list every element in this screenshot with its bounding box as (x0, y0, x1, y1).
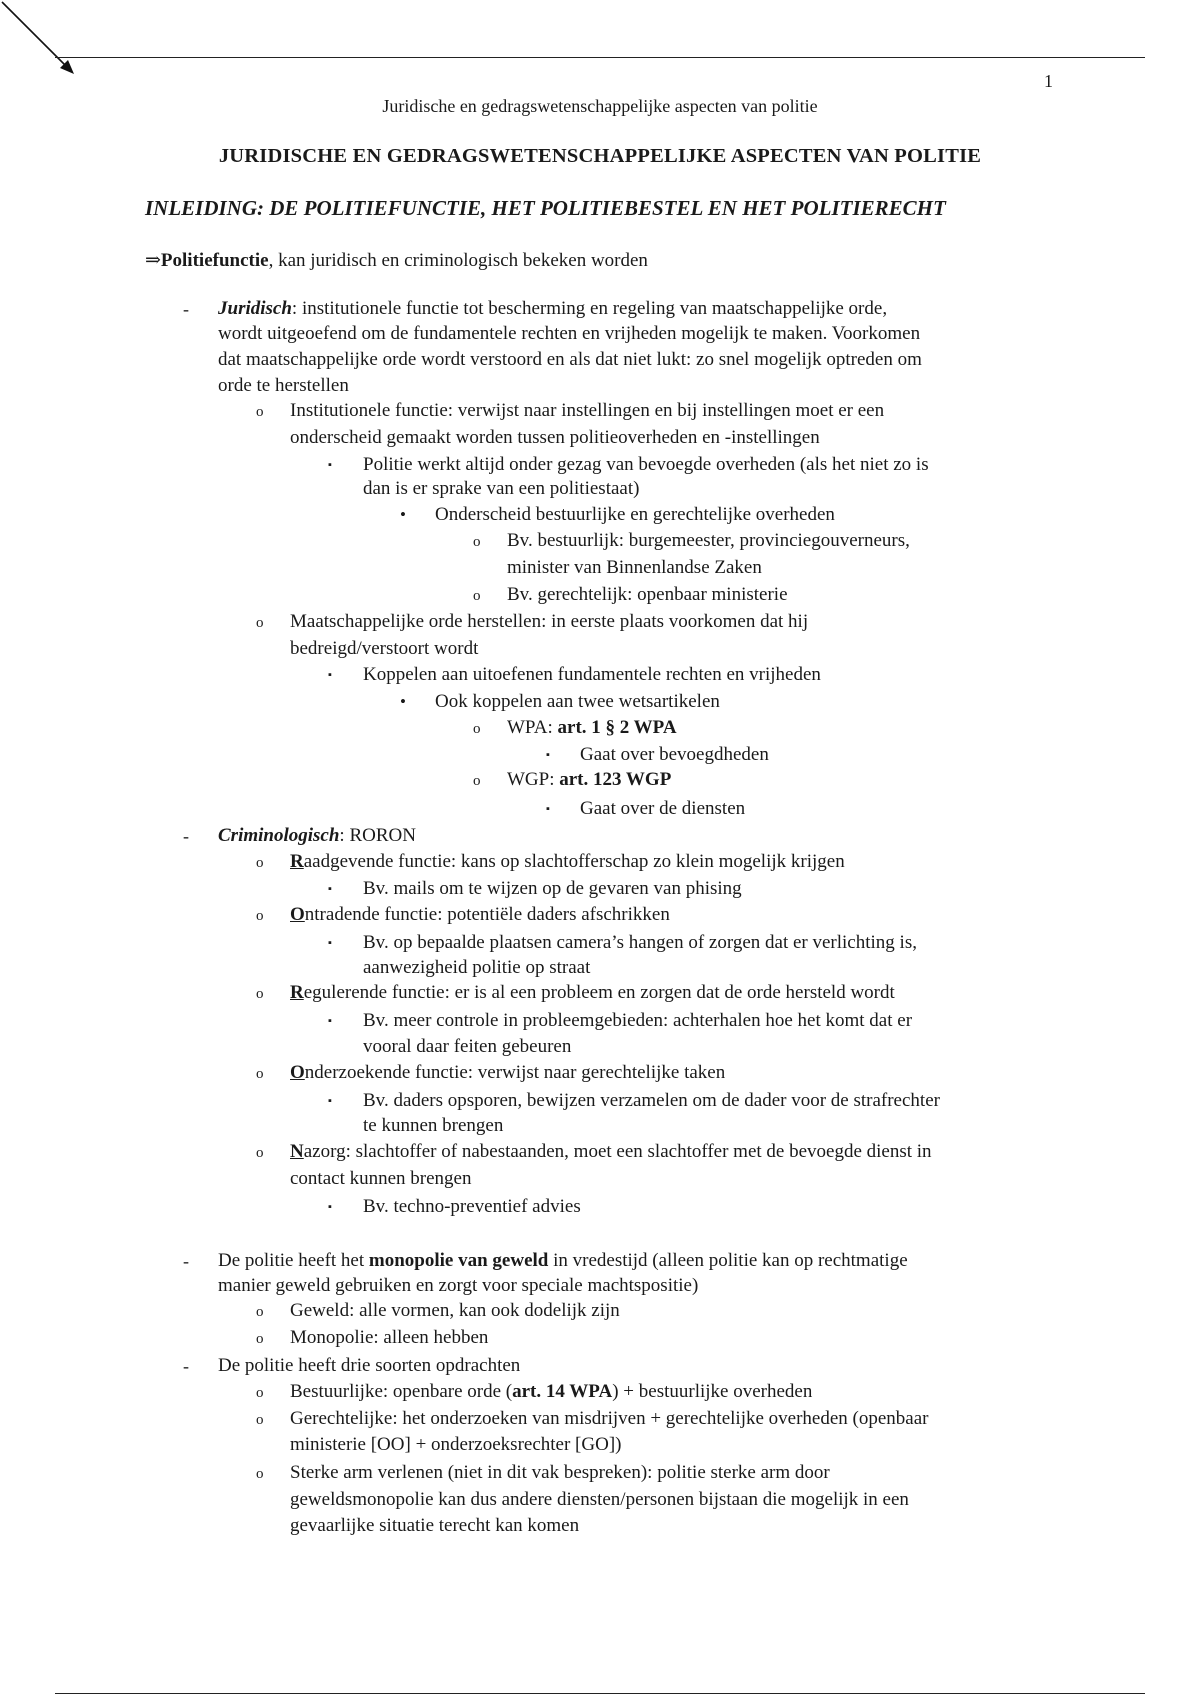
list-item-koppelen: Koppelen aan uitoefenen fundamentele rechten en vrijheden (363, 664, 821, 685)
list-item-text: bedreigd/verstoort wordt (290, 638, 479, 659)
corner-arrow-icon (0, 0, 80, 80)
document-title: JURIDISCHE EN GEDRAGSWETENSCHAPPELIJKE ASPECTEN VAN POLITIE (218, 145, 982, 167)
list-item-text: geweldsmonopolie kan dus andere diensten/personen bijstaan die mogelijk in een (290, 1489, 909, 1510)
dash-bullet: - (183, 1251, 189, 1271)
list-item-gerechtelijk: Bv. gerechtelijk: openbaar ministerie (507, 584, 788, 605)
list-item-text: onderscheid gemaakt worden tussen politieoverheden en -instellingen (290, 427, 820, 448)
list-item-text: ministerie [OO] + onderzoeksrechter [GO]) (290, 1434, 622, 1455)
dash-bullet: - (183, 299, 189, 319)
list-item-text: Bv. op bepaalde plaatsen camera’s hangen of zorgen dat er verlichting is, (363, 932, 917, 953)
list-item-onderzoekende-functie: Onderzoekende functie: verwijst naar gerechtelijke taken (290, 1062, 726, 1083)
list-item-text: vooral daar feiten gebeuren (363, 1036, 572, 1057)
list-item-gezag: Politie werkt altijd onder gezag van bevoegde overheden (als het niet zo is (363, 454, 929, 475)
list-item-text: gevaarlijke situatie terecht kan komen (290, 1515, 580, 1536)
page-number: 1 (1044, 71, 1053, 91)
list-item-monopolie-def: Monopolie: alleen hebben (290, 1327, 489, 1348)
list-item-geweld: Geweld: alle vormen, kan ook dodelijk zijn (290, 1300, 620, 1321)
list-item-sterke-arm: Sterke arm verlenen (niet in dit vak bespreken): politie sterke arm door (290, 1462, 830, 1483)
circle-bullet: o (473, 721, 481, 737)
list-item-regulerende-functie: Regulerende functie: er is al een probleem en zorgen dat de orde hersteld wordt (290, 982, 895, 1003)
square-bullet: ▪ (546, 803, 550, 815)
list-item-ontradende-functie: Ontradende functie: potentiële daders afschrikken (290, 904, 670, 925)
square-bullet: ▪ (328, 669, 332, 681)
list-item-text: minister van Binnenlandse Zaken (507, 557, 762, 578)
list-item-text: wordt uitgeoefend om de fundamentele rechten en vrijheden mogelijk te maken. Voorkomen (218, 323, 921, 344)
intro-term: Politiefunctie (160, 250, 269, 271)
list-item-text: Gaat over bevoegdheden (580, 744, 769, 765)
section-heading: INLEIDING: DE POLITIEFUNCTIE, HET POLITIEBESTEL EN HET POLITIERECHT (145, 196, 946, 220)
list-item-wetsartikelen: Ook koppelen aan twee wetsartikelen (435, 691, 720, 712)
circle-bullet: o (473, 773, 481, 789)
header-rule (55, 57, 1145, 58)
list-item-text: dat maatschappelijke orde wordt verstoord en als dat niet lukt: zo snel mogelijk optreden om (218, 349, 922, 370)
list-item-opdrachten: De politie heeft drie soorten opdrachten (218, 1355, 521, 1376)
list-item-monopolie: De politie heeft het monopolie van geweld in vredestijd (alleen politie kan op rechtmatige (218, 1250, 908, 1271)
dot-bullet: • (400, 505, 406, 524)
intro-text: , kan juridisch en criminologisch bekeken worden (268, 250, 648, 271)
circle-bullet: o (256, 1412, 264, 1428)
circle-bullet: o (473, 534, 481, 550)
list-item-juridisch: Juridisch: institutionele functie tot bescherming en regeling van maatschappelijke orde, (218, 298, 888, 319)
circle-bullet: o (256, 855, 264, 871)
list-item-text: te kunnen brengen (363, 1115, 504, 1136)
circle-bullet: o (256, 1385, 264, 1401)
list-item-wgp: WGP: art. 123 WGP (507, 769, 672, 790)
list-item-text: aanwezigheid politie op straat (363, 957, 591, 978)
list-item-raadgevende-functie: Raadgevende functie: kans op slachtofferschap zo klein mogelijk krijgen (290, 851, 845, 872)
footer-rule (55, 1693, 1145, 1694)
list-item-text: dan is er sprake van een politiestaat) (363, 478, 640, 499)
square-bullet: ▪ (328, 1015, 332, 1027)
list-item-gerechtelijke: Gerechtelijke: het onderzoeken van misdrijven + gerechtelijke overheden (openbaar (290, 1408, 929, 1429)
square-bullet: ▪ (328, 1201, 332, 1213)
list-item-text: Bv. daders opsporen, bewijzen verzamelen om de dader voor de strafrechter (363, 1090, 940, 1111)
list-item-text: Bv. mails om te wijzen op de gevaren van phising (363, 878, 742, 899)
list-item-bestuurlijke: Bestuurlijke: openbare orde (art. 14 WPA) + bestuurlijke overheden (290, 1381, 813, 1402)
list-item-text: orde te herstellen (218, 375, 349, 396)
circle-bullet: o (256, 908, 264, 924)
circle-bullet: o (256, 1304, 264, 1320)
circle-bullet: o (256, 1331, 264, 1347)
square-bullet: ▪ (546, 749, 550, 761)
circle-bullet: o (256, 404, 264, 420)
circle-bullet: o (256, 1145, 264, 1161)
list-item-onderscheid: Onderscheid bestuurlijke en gerechtelijke overheden (435, 504, 835, 525)
list-item-text: Bv. techno-preventief advies (363, 1196, 581, 1217)
list-item-orde-herstellen: Maatschappelijke orde herstellen: in eerste plaats voorkomen dat hij (290, 611, 809, 632)
dot-bullet: • (400, 692, 406, 711)
circle-bullet: o (256, 1466, 264, 1482)
square-bullet: ▪ (328, 1095, 332, 1107)
circle-bullet: o (256, 1066, 264, 1082)
dash-bullet: - (183, 1356, 189, 1376)
list-item-text: manier geweld gebruiken en zorgt voor speciale machtspositie) (218, 1275, 699, 1296)
implies-arrow-icon: ⇒ (145, 250, 161, 271)
list-item-institutionele-functie: Institutionele functie: verwijst naar instellingen en bij instellingen moet er een (290, 400, 885, 421)
list-item-text: contact kunnen brengen (290, 1168, 472, 1189)
running-header: Juridische en gedragswetenschappelijke aspecten van politie (382, 96, 818, 116)
dash-bullet: - (183, 826, 189, 846)
circle-bullet: o (256, 986, 264, 1002)
circle-bullet: o (256, 615, 264, 631)
list-item-text: Gaat over de diensten (580, 798, 746, 819)
circle-bullet: o (473, 588, 481, 604)
list-item-bestuurlijk: Bv. bestuurlijk: burgemeester, provinciegouverneurs, (507, 530, 910, 551)
square-bullet: ▪ (328, 883, 332, 895)
list-item-nazorg: Nazorg: slachtoffer of nabestaanden, moet een slachtoffer met de bevoegde dienst in (290, 1141, 932, 1162)
square-bullet: ▪ (328, 459, 332, 471)
list-item-text: Bv. meer controle in probleemgebieden: achterhalen hoe het komt dat er (363, 1010, 913, 1031)
square-bullet: ▪ (328, 937, 332, 949)
list-item-wpa: WPA: art. 1 § 2 WPA (507, 717, 677, 738)
intro-line (145, 249, 648, 272)
list-item-criminologisch: Criminologisch: RORON (218, 825, 416, 846)
